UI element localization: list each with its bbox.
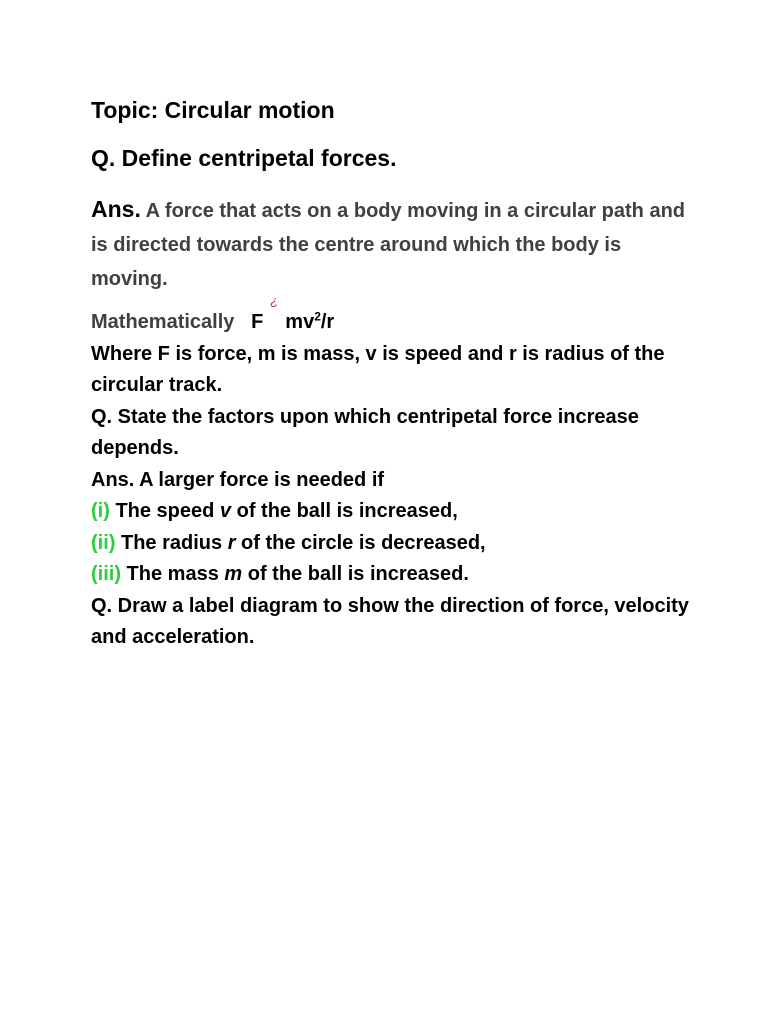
factor-item (91, 559, 701, 591)
factor-text: of the ball is increased. (242, 563, 469, 585)
question-define-centripetal: Q. Define centripetal forces. (91, 145, 397, 171)
factor-variable: m (224, 563, 243, 585)
factor-item (91, 528, 701, 560)
question-draw-diagram: Q. Draw a label diagram to show the direction of force, velocity and acceleration. (91, 594, 689, 648)
question-factors: Q. State the factors upon which centripetal force increase depends. (91, 405, 639, 459)
factor-number: (i) (91, 500, 110, 522)
formula-exponent: 2 (314, 309, 321, 324)
equals-placeholder-symbol (263, 293, 285, 328)
factor-item (91, 496, 701, 528)
factor-variable: v (219, 500, 232, 522)
formula-label: Mathematically (91, 311, 235, 333)
formula-lhs: F (251, 311, 264, 333)
factor-number: (iii) (91, 563, 121, 585)
symbol-mark: ¿ (270, 293, 279, 308)
factor-variable: r (227, 531, 236, 554)
factor-text: of the circle is decreased, (235, 531, 486, 554)
answer-factors-intro: Ans. A larger force is needed if (91, 468, 385, 491)
document-body (91, 293, 701, 654)
formula-explanation: Where F is force, m is mass, v is speed and r is radius of the circular track. (91, 342, 665, 396)
formula-rhs-base: mv (285, 311, 315, 333)
factor-text: of the ball is increased, (231, 500, 458, 522)
answer-definition-text: A force that acts on a body moving in a circular path and is directed towards the centre around which the body is moving. (91, 200, 686, 290)
answer-label: Ans. (91, 196, 141, 222)
factor-number: (ii) (91, 531, 116, 554)
factor-text: The radius (115, 531, 228, 554)
factor-text: The speed (109, 500, 220, 522)
factor-text: The mass (121, 563, 225, 585)
formula-rhs-tail: /r (320, 311, 335, 333)
answer-definition (91, 192, 691, 296)
topic-heading: Topic: Circular motion (91, 97, 335, 123)
formula-line (91, 293, 701, 339)
